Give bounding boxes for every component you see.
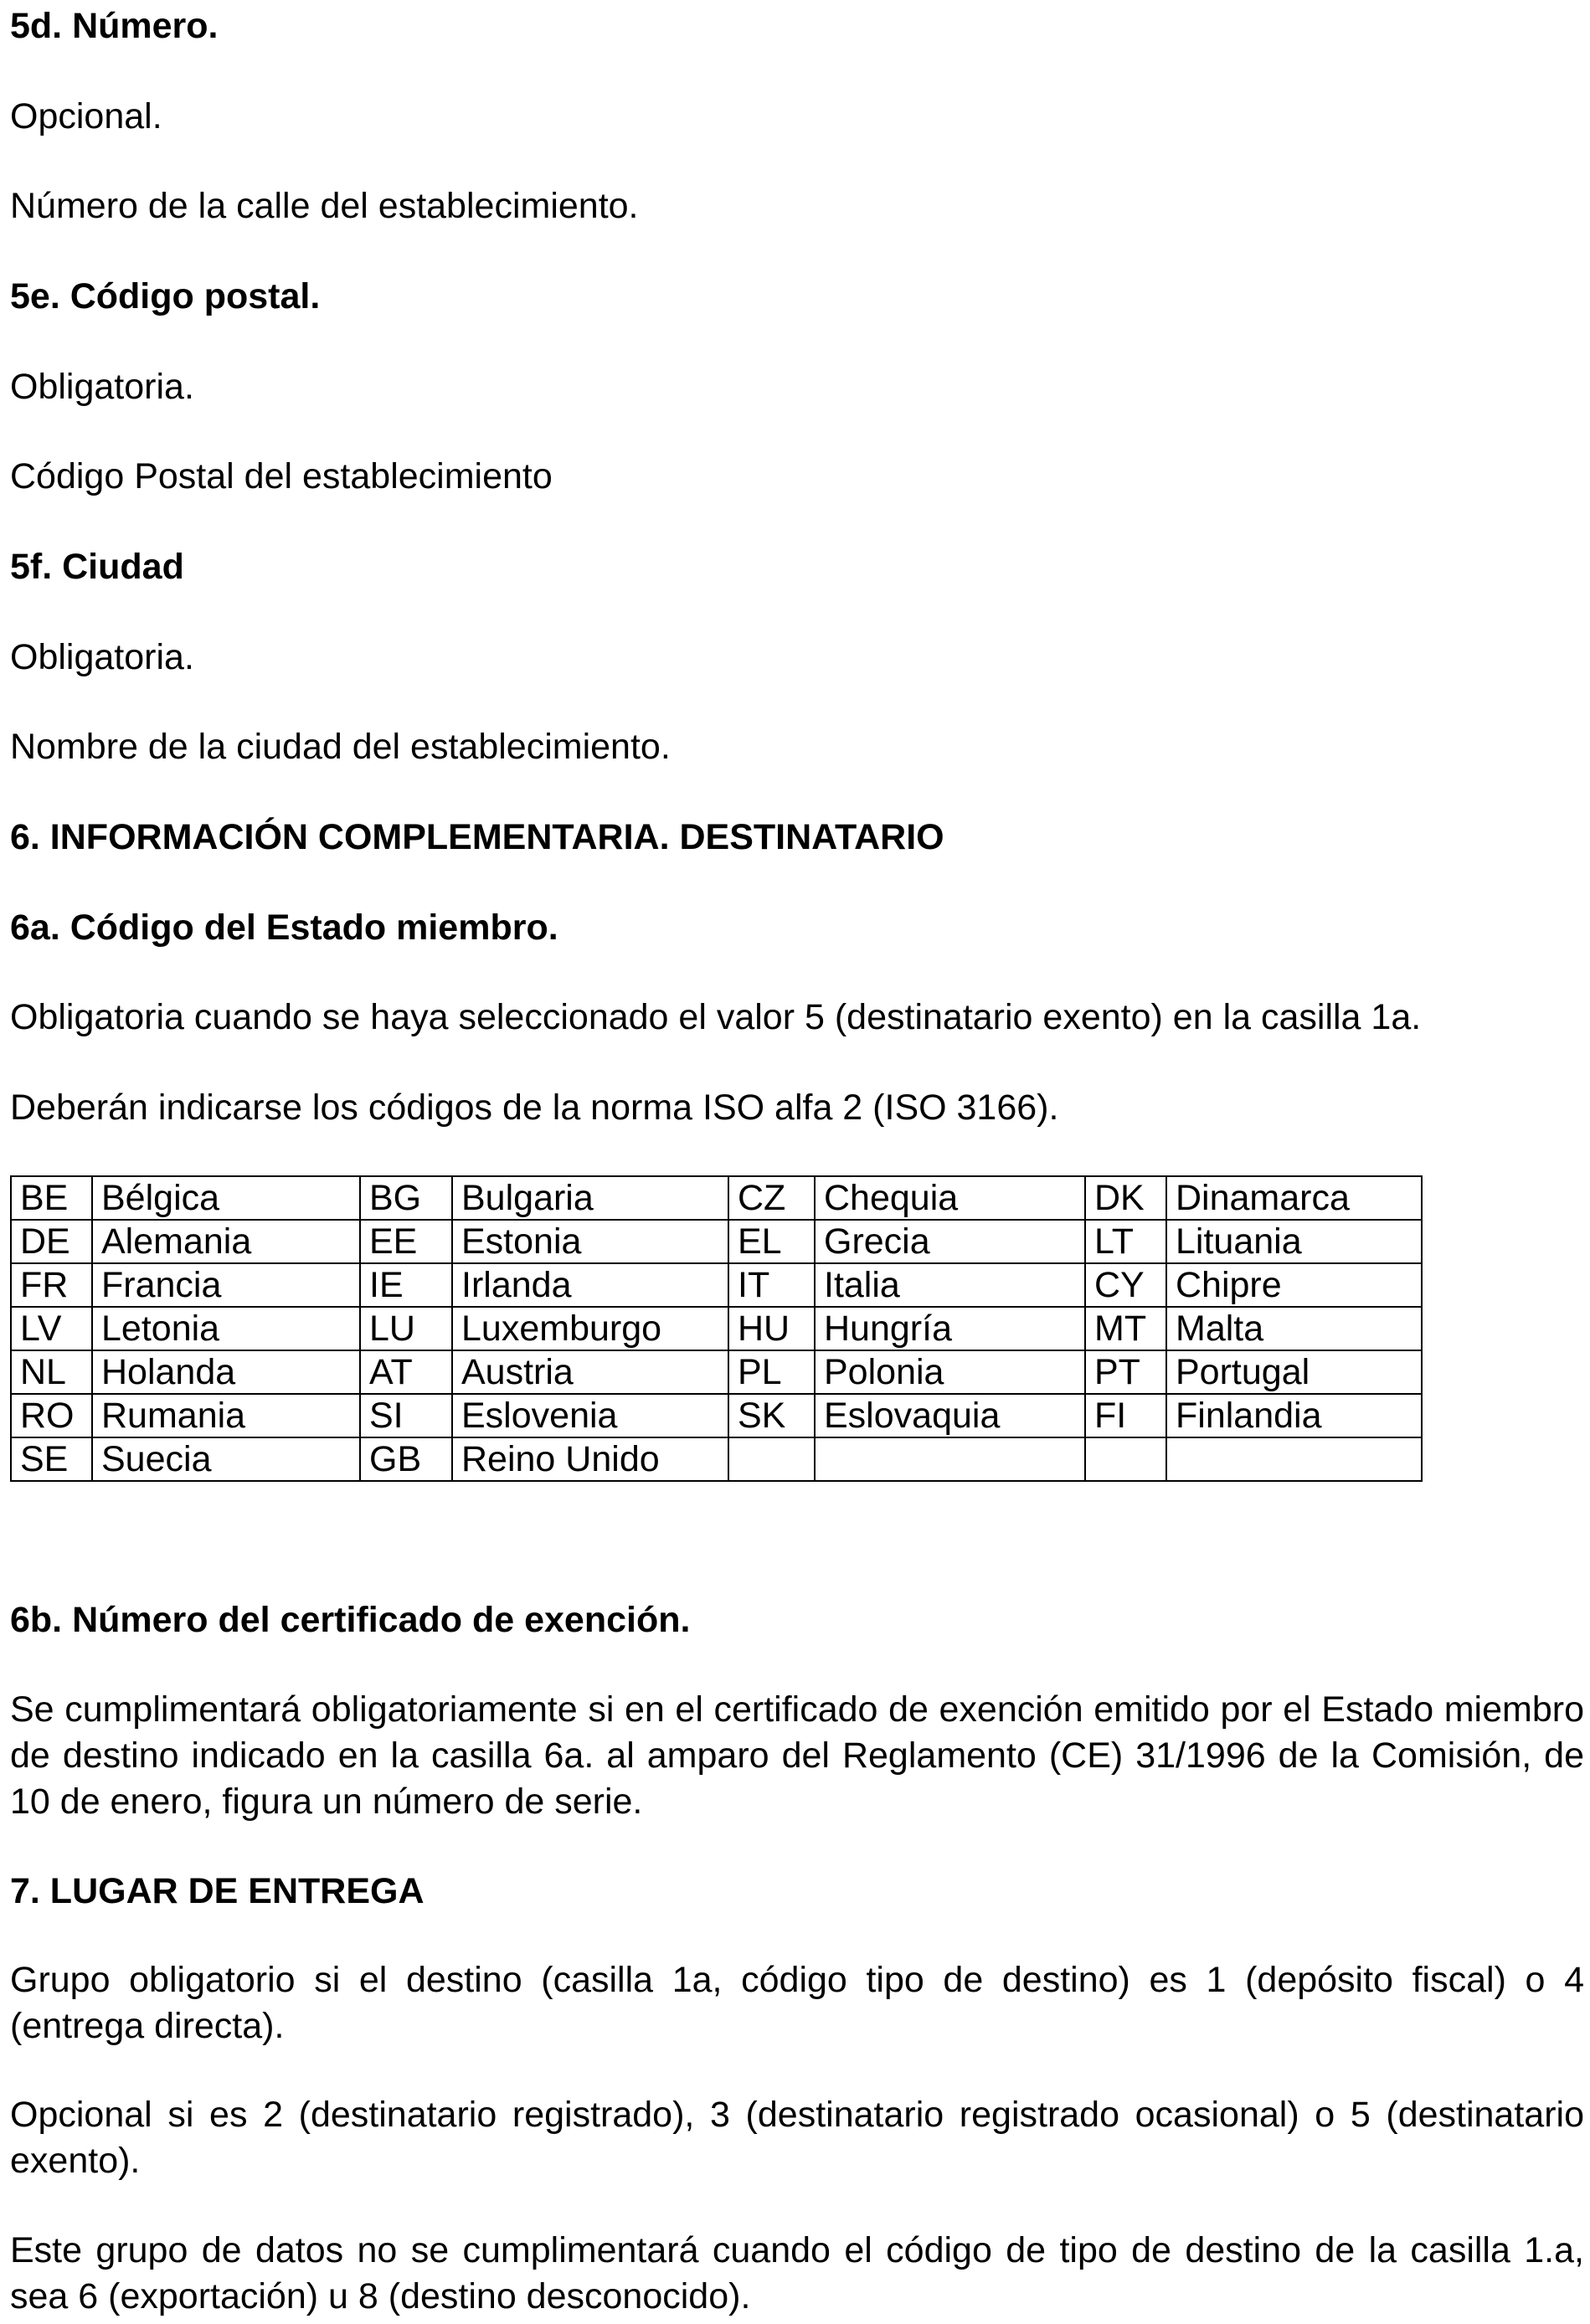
country-code-cell: DK — [1085, 1176, 1166, 1220]
table-row — [11, 1307, 1422, 1350]
table-row — [11, 1176, 1422, 1220]
section-7-paragraph-1: Grupo obligatorio si el destino (casilla 1a, código tipo de destino) es 1 (depósito fiscal) o 4 (entrega directa). — [10, 1960, 1584, 2046]
country-name-cell: Eslovenia — [452, 1394, 728, 1437]
country-name-cell — [815, 1437, 1085, 1481]
section-5d-title: 5d. Número. — [10, 6, 219, 46]
country-code-cell: AT — [360, 1350, 452, 1394]
section-5f-description: Nombre de la ciudad del establecimiento. — [10, 727, 671, 767]
country-name-cell: Irlanda — [452, 1263, 728, 1307]
country-code-cell: IT — [728, 1263, 815, 1307]
country-code-cell: PT — [1085, 1350, 1166, 1394]
country-code-cell: CY — [1085, 1263, 1166, 1307]
section-5e-description: Código Postal del establecimiento — [10, 456, 553, 496]
table-row — [11, 1263, 1422, 1307]
country-name-cell: Portugal — [1166, 1350, 1422, 1394]
country-code-cell: LU — [360, 1307, 452, 1350]
section-6-title: 6. INFORMACIÓN COMPLEMENTARIA. DESTINATARIO — [10, 817, 944, 857]
country-code-cell: SI — [360, 1394, 452, 1437]
country-name-cell: Polonia — [815, 1350, 1085, 1394]
country-code-cell: CZ — [728, 1176, 815, 1220]
country-code-cell: BG — [360, 1176, 452, 1220]
section-6a-title: 6a. Código del Estado miembro. — [10, 907, 558, 948]
country-name-cell: Hungría — [815, 1307, 1085, 1350]
section-7-paragraph-2: Opcional si es 2 (destinatario registrado), 3 (destinatario registrado ocasional) o 5 (destinatario exento). — [10, 2095, 1584, 2181]
country-name-cell: Italia — [815, 1263, 1085, 1307]
table-row — [11, 1437, 1422, 1481]
country-code-cell: SE — [11, 1437, 92, 1481]
section-5d-requirement: Opcional. — [10, 96, 162, 136]
table-row — [11, 1220, 1422, 1263]
country-code-cell: IE — [360, 1263, 452, 1307]
country-code-cell: LT — [1085, 1220, 1166, 1263]
country-name-cell: Austria — [452, 1350, 728, 1394]
country-code-cell — [728, 1437, 815, 1481]
country-table-body — [11, 1176, 1422, 1481]
section-6b-title: 6b. Número del certificado de exención. — [10, 1600, 691, 1640]
country-name-cell: Bélgica — [92, 1176, 360, 1220]
section-5e-title: 5e. Código postal. — [10, 276, 321, 316]
country-codes-table — [10, 1175, 1423, 1482]
country-code-cell: FI — [1085, 1394, 1166, 1437]
country-name-cell: Holanda — [92, 1350, 360, 1394]
country-name-cell: Eslovaquia — [815, 1394, 1085, 1437]
country-code-cell: RO — [11, 1394, 92, 1437]
country-code-cell: SK — [728, 1394, 815, 1437]
country-code-cell: FR — [11, 1263, 92, 1307]
country-name-cell: Dinamarca — [1166, 1176, 1422, 1220]
section-7-title: 7. LUGAR DE ENTREGA — [10, 1871, 425, 1911]
country-name-cell: Finlandia — [1166, 1394, 1422, 1437]
country-name-cell: Francia — [92, 1263, 360, 1307]
country-code-cell: NL — [11, 1350, 92, 1394]
country-code-cell: MT — [1085, 1307, 1166, 1350]
section-6a-requirement: Obligatoria cuando se haya seleccionado el valor 5 (destinatario exento) en la casilla 1a. — [10, 997, 1422, 1037]
section-7-paragraph-3: Este grupo de datos no se cumplimentará cuando el código de tipo de destino de la casilla 1.a, sea 6 (exportación) u 8 (destino desconocido). — [10, 2230, 1584, 2316]
country-name-cell: Estonia — [452, 1220, 728, 1263]
country-name-cell: Bulgaria — [452, 1176, 728, 1220]
country-name-cell: Letonia — [92, 1307, 360, 1350]
country-name-cell: Reino Unido — [452, 1437, 728, 1481]
table-row — [11, 1394, 1422, 1437]
section-5d-description: Número de la calle del establecimiento. — [10, 186, 639, 226]
country-name-cell: Chipre — [1166, 1263, 1422, 1307]
section-5e-requirement: Obligatoria. — [10, 367, 194, 407]
country-name-cell: Suecia — [92, 1437, 360, 1481]
section-6a-description: Deberán indicarse los códigos de la norma ISO alfa 2 (ISO 3166). — [10, 1087, 1059, 1128]
country-name-cell: Luxemburgo — [452, 1307, 728, 1350]
country-code-cell: HU — [728, 1307, 815, 1350]
section-5f-title: 5f. Ciudad — [10, 547, 184, 587]
country-code-cell: DE — [11, 1220, 92, 1263]
country-name-cell: Chequia — [815, 1176, 1085, 1220]
section-6b-body: Se cumplimentará obligatoriamente si en el certificado de exención emitido por el Estado miembro de destino indicado en la casilla 6a. al amparo del Reglamento (CE) 31/1996 de la Comisión, de 10 de enero, figura un número de serie. — [10, 1689, 1584, 1822]
section-5f-requirement: Obligatoria. — [10, 637, 194, 677]
country-code-cell: GB — [360, 1437, 452, 1481]
country-name-cell: Rumania — [92, 1394, 360, 1437]
country-name-cell: Alemania — [92, 1220, 360, 1263]
country-code-cell: PL — [728, 1350, 815, 1394]
table-row — [11, 1350, 1422, 1394]
country-name-cell: Malta — [1166, 1307, 1422, 1350]
country-code-cell: LV — [11, 1307, 92, 1350]
country-code-cell: BE — [11, 1176, 92, 1220]
country-name-cell — [1166, 1437, 1422, 1481]
country-name-cell: Lituania — [1166, 1220, 1422, 1263]
country-code-cell: EE — [360, 1220, 452, 1263]
country-code-cell: EL — [728, 1220, 815, 1263]
country-name-cell: Grecia — [815, 1220, 1085, 1263]
country-code-cell — [1085, 1437, 1166, 1481]
